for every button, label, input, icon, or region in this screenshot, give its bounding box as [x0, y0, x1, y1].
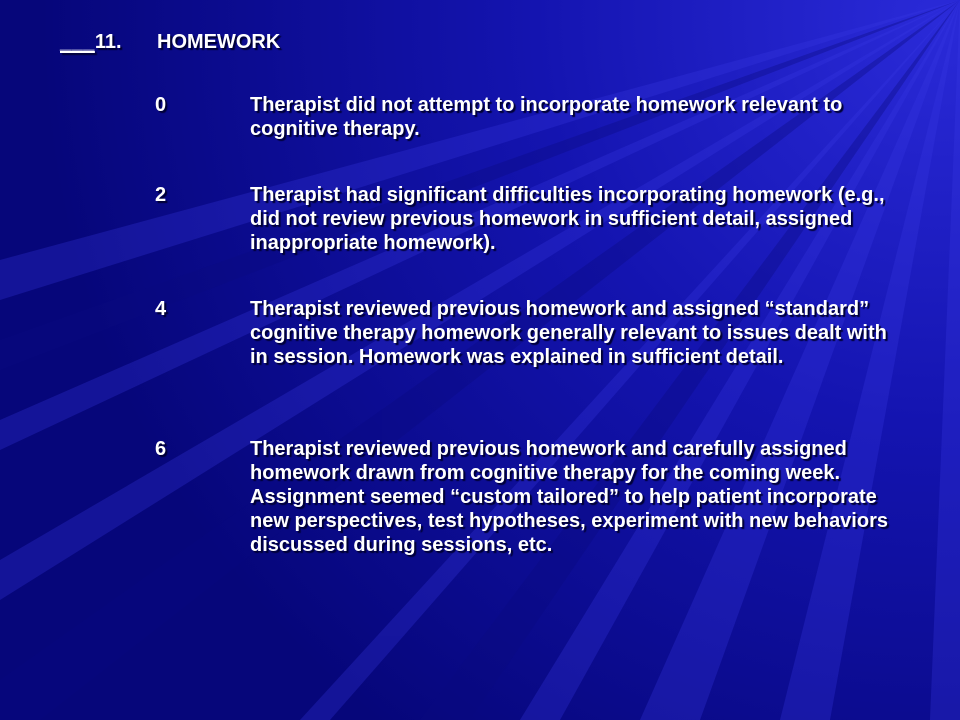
rating-score: 4 [155, 298, 167, 320]
section-number: 11. [94, 31, 122, 53]
rating-score: 2 [155, 184, 167, 206]
rating-score: 6 [155, 438, 167, 460]
rating-description: Therapist did not attempt to incorporate homework relevant to cognitive therapy. [250, 94, 843, 140]
rating-description: Therapist reviewed previous homework and carefully assigned homework drawn from cognitive therapy for the coming week. Assignment seemed “custom tailored” to help patient incorporate new perspectives, test hypotheses, experiment with new behaviors discussed during sessions, etc. [250, 438, 888, 556]
section-heading [60, 28, 281, 56]
rating-score: 0 [155, 94, 167, 116]
rating-description: Therapist reviewed previous homework and assigned “standard” cognitive therapy homework generally relevant to issues dealt with in session. Homework was explained in sufficient detail. [250, 298, 887, 368]
section-title: HOMEWORK [157, 31, 281, 53]
rating-description: Therapist had significant difficulties incorporating homework (e.g., did not review previous homework in sufficient detail, assigned inappropriate homework). [250, 184, 885, 254]
score-blank: ___ [60, 31, 95, 53]
